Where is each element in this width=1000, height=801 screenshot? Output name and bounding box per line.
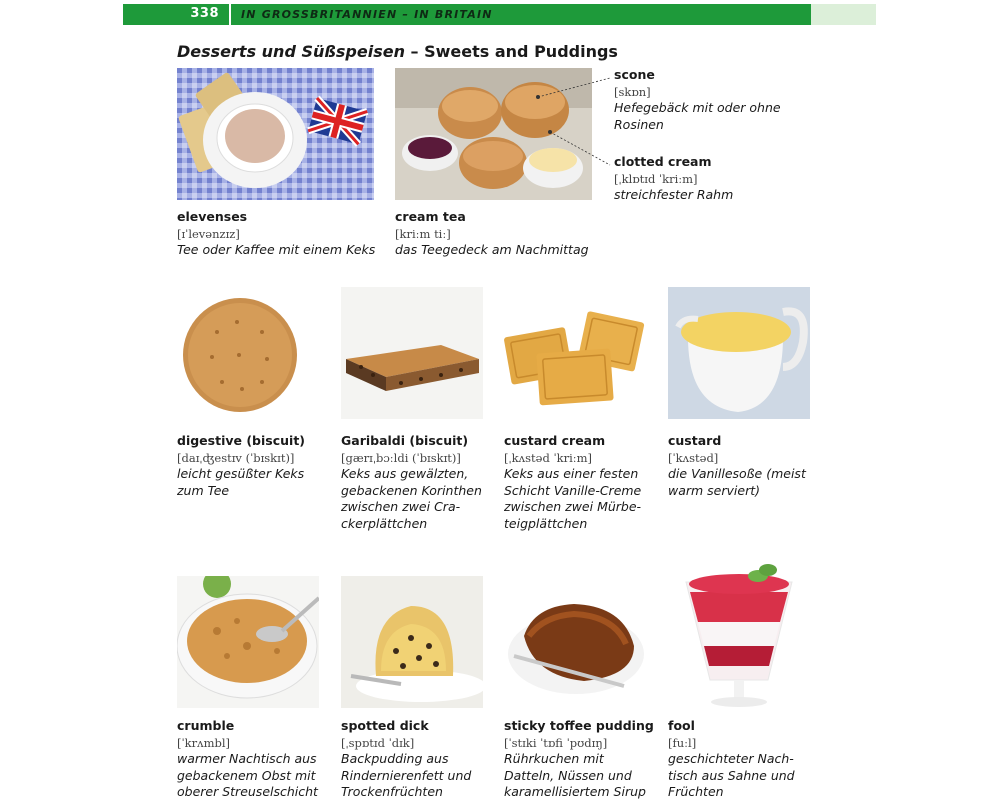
- headword: fool: [668, 718, 695, 733]
- digestive-photo: [177, 287, 319, 419]
- running-head-en: IN BRITAIN: [414, 8, 493, 21]
- translation: die Vanillesoße (meist warm serviert): [668, 466, 806, 498]
- translation: streichfester Rahm: [614, 187, 734, 202]
- translation: das Teegedeck am Nachmittag: [395, 242, 589, 257]
- pronunciation: [skɒn]: [614, 84, 651, 99]
- crumble-photo: [177, 576, 319, 708]
- pronunciation: [ˌkʌstəd ˈkriːm]: [504, 450, 593, 465]
- translation: Keks aus gewälzten, gebackenen Korinthen zwischen zwei Cra-ckerplättchen: [341, 466, 482, 531]
- pronunciation: [kriːm tiː]: [395, 226, 451, 241]
- translation: Tee oder Kaffee mit einem Keks: [177, 242, 376, 257]
- translation: leicht gesüßter Keks zum Tee: [177, 466, 305, 498]
- section-title-de: Desserts und Süßspeisen: [177, 42, 405, 61]
- entry-crumble: [177, 718, 337, 801]
- section-title: [177, 42, 618, 61]
- pronunciation: [ˌspɒtɪd ˈdɪk]: [341, 735, 415, 750]
- pronunciation: [ˈkʌstəd]: [668, 450, 719, 465]
- headword: custard cream: [504, 433, 606, 448]
- page-number: 338: [190, 6, 219, 21]
- headword: elevenses: [177, 209, 248, 224]
- running-head-sep: –: [397, 8, 415, 21]
- entry-cream-tea: [395, 209, 595, 259]
- entry-sticky-toffee-pudding: [504, 718, 664, 801]
- spotted-dick-photo: [341, 576, 483, 708]
- headword: Garibaldi (biscuit): [341, 433, 469, 448]
- translation: Keks aus einer festen Schicht Vanille-Creme zwischen zwei Mürbe-teigplättchen: [504, 466, 642, 531]
- page-number-box: [123, 4, 229, 25]
- pronunciation: [ɪˈlevənzɪz]: [177, 226, 240, 241]
- running-head: [231, 4, 811, 25]
- translation: warmer Nachtisch aus gebackenem Obst mit oberer Streuselschicht: [177, 751, 318, 799]
- headword: digestive (biscuit): [177, 433, 306, 448]
- translation: Backpudding aus Rindernierenfett und Trockenfrüchten: [341, 751, 472, 799]
- sticky-toffee-photo: [504, 576, 646, 708]
- pronunciation: [gærɪˌbɔːldi (ˈbɪskɪt)]: [341, 450, 461, 465]
- pronunciation: [ˌklɒtɪd ˈkriːm]: [614, 171, 698, 186]
- entry-garibaldi: [341, 433, 501, 532]
- pronunciation: [fuːl]: [668, 735, 697, 750]
- garibaldi-photo: [341, 287, 483, 419]
- translation: geschichteter Nach-tisch aus Sahne und Früchten: [668, 751, 795, 799]
- section-title-en: Sweets and Puddings: [424, 42, 618, 61]
- pronunciation: [ˈkrʌmbl]: [177, 735, 231, 750]
- headword: scone: [614, 67, 655, 82]
- custard-cream-photo: [504, 287, 646, 419]
- pronunciation: [daɪˌʤestɪv (ˈbɪskɪt)]: [177, 450, 295, 465]
- headword: sticky toffee pudding: [504, 718, 654, 733]
- entry-elevenses: [177, 209, 377, 259]
- header-tail-band: [811, 4, 876, 25]
- entry-digestive: [177, 433, 337, 499]
- fool-photo: [668, 562, 810, 708]
- translation: Hefegebäck mit oder ohne Rosinen: [614, 100, 781, 132]
- cream-tea-photo: [395, 68, 592, 200]
- running-header: [123, 4, 876, 25]
- headword: crumble: [177, 718, 235, 733]
- callout-clotted-cream: [614, 154, 794, 204]
- translation: Rührkuchen mit Datteln, Nüssen und karamellisiertem Sirup: [504, 751, 646, 799]
- entry-spotted-dick: [341, 718, 501, 801]
- entry-custard: [668, 433, 828, 499]
- pronunciation: [ˈstɪki ˈtɒfi ˈpʊdɪŋ]: [504, 735, 608, 750]
- section-title-sep: –: [404, 42, 425, 61]
- headword: cream tea: [395, 209, 466, 224]
- headword: custard: [668, 433, 722, 448]
- callout-scone: [614, 67, 794, 133]
- entry-custard-cream: [504, 433, 664, 532]
- entry-fool: [668, 718, 828, 801]
- custard-photo: [668, 287, 810, 419]
- headword: spotted dick: [341, 718, 429, 733]
- elevenses-photo: [177, 68, 374, 200]
- running-head-de: IN GROSSBRITANNIEN: [241, 8, 398, 21]
- headword: clotted cream: [614, 154, 712, 169]
